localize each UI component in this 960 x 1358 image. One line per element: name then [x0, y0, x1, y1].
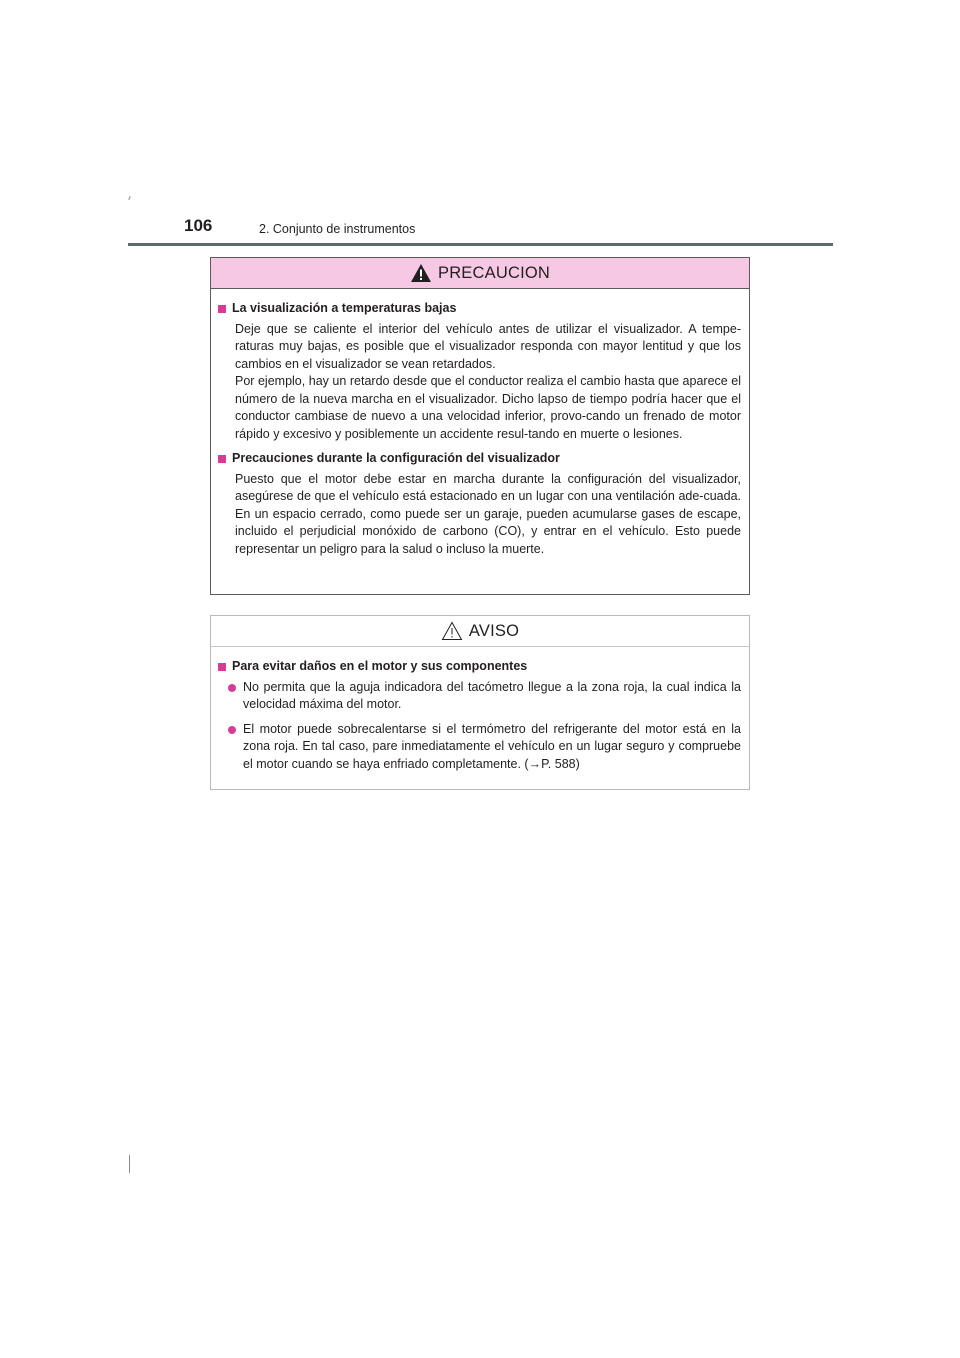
caution-heading-text: La visualización a temperaturas bajas: [232, 301, 457, 315]
caution-paragraphs: [235, 471, 741, 559]
caution-paragraph: Deje que se caliente el interior del vehículo antes de utilizar el visualizador. A tempe-raturas muy bajas, es posible que el visualizador responda con mayor lentitud y que los cambios en el visualizador se vean retardados.: [235, 321, 741, 371]
caution-paragraph: Puesto que el motor debe estar en marcha durante la configuración del visualizador, asegúrese de que el vehículo está estacionado en un lugar con una ventilación ade-cuada. En un espacio cerrado, como puede ser un garaje, pueden acumularse gases de escape, incluido el perjudicial monóxido de carbono (CO), y entrar en el vehículo. Esto puede representar un peligro para la salud o incluso la muerte.: [235, 471, 741, 556]
notice-bullet-text: No permita que la aguja indicadora del tacómetro llegue a la zona roja, la cual indica la velocidad máxima del motor.: [243, 679, 741, 711]
caution-body: [211, 289, 749, 558]
square-bullet-icon: [218, 455, 226, 463]
caution-paragraphs: [235, 321, 741, 444]
caution-header: [211, 258, 749, 289]
margin-mark: [128, 196, 131, 200]
notice-title: AVISO: [468, 621, 520, 640]
square-bullet-icon: [218, 663, 226, 671]
notice-box: [210, 615, 750, 790]
dot-bullet-icon: [228, 726, 236, 734]
caution-heading-text: Precauciones durante la configuración del visualizador: [232, 451, 560, 465]
warning-outline-triangle-icon: [441, 621, 463, 641]
header-rule: [128, 243, 833, 246]
notice-heading: [218, 658, 741, 676]
dot-bullet-icon: [228, 684, 236, 692]
notice-body: [211, 647, 749, 773]
caution-section-heading: [218, 450, 741, 468]
notice-header: [211, 616, 749, 647]
section-title: 2. Conjunto de instrumentos: [259, 222, 416, 236]
notice-bullet: [228, 721, 741, 774]
caution-paragraph: Por ejemplo, hay un retardo desde que el conductor realiza el cambio hasta que aparece el número de la nueva marcha en el visualizador. Dicho lapso de tiempo podría hacer que el conductor cambiase de nuevo a una velocidad inferior, provo-cando un frenado de motor rápido y excesivo y posiblemente un accidente resul-tando en muerte o lesiones.: [235, 374, 741, 441]
caution-box: [210, 257, 750, 595]
square-bullet-icon: [218, 305, 226, 313]
notice-bullet: [228, 679, 741, 714]
notice-heading-text: Para evitar daños en el motor y sus componentes: [232, 659, 528, 673]
margin-mark: [129, 1155, 130, 1173]
caution-section-heading: [218, 300, 741, 318]
page-number: 106: [184, 216, 213, 235]
caution-title: PRECAUCION: [437, 263, 550, 282]
warning-filled-triangle-icon: [410, 263, 432, 283]
notice-bullet-text: El motor puede sobrecalentarse si el termómetro del refrigerante del motor está en la zona roja. En tal caso, pare inmediatamente el vehículo en un lugar seguro y compruebe el motor cuando se haya enfriado completamente. (→P. 588): [243, 721, 741, 771]
